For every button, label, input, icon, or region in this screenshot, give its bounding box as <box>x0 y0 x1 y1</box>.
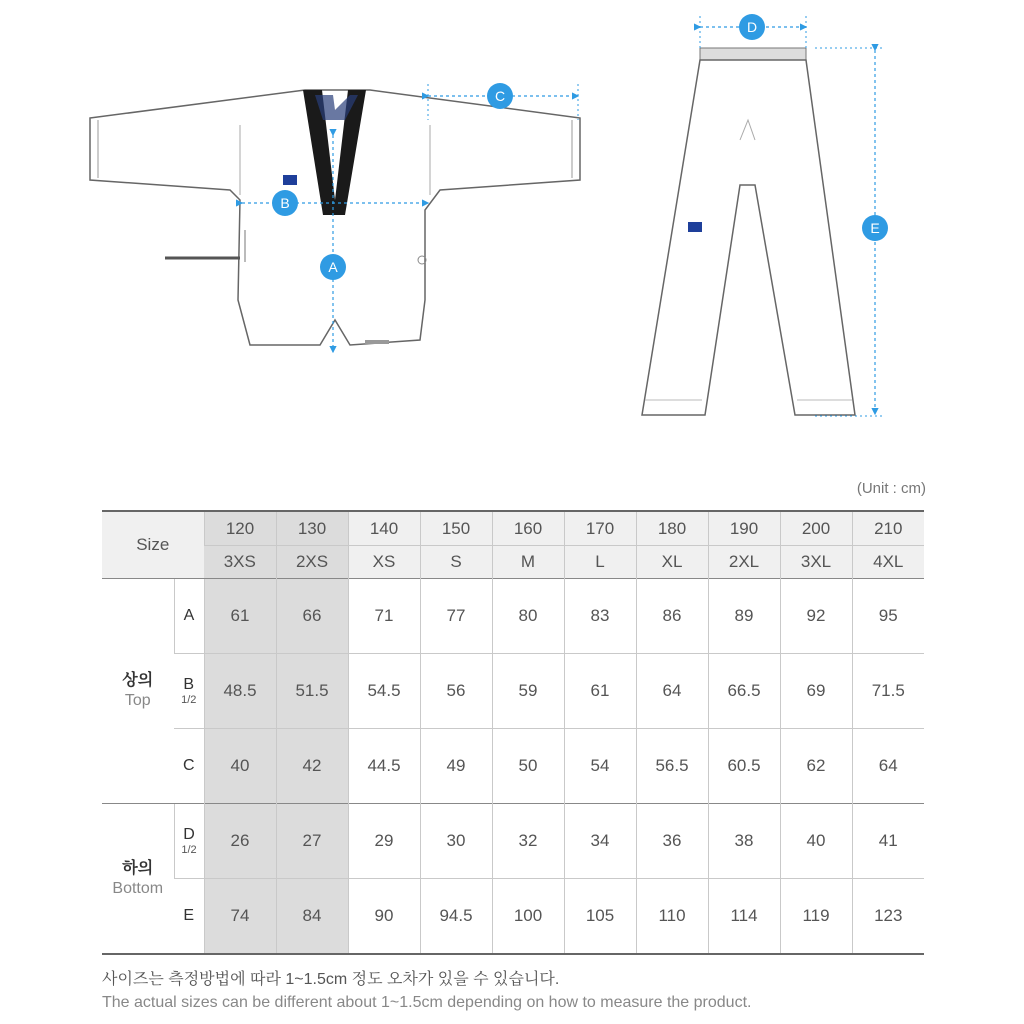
measure-value: 40 <box>780 804 852 879</box>
size-code: M <box>492 546 564 579</box>
table-row <box>102 879 924 955</box>
measure-value: 77 <box>420 579 492 654</box>
size-number: 120 <box>204 511 276 546</box>
note-korean: 사이즈는 측정방법에 따라 1~1.5cm 정도 오차가 있을 수 있습니다. <box>102 971 560 988</box>
measure-value: 119 <box>780 879 852 955</box>
size-code: 2XS <box>276 546 348 579</box>
measure-letter-text: A <box>183 607 195 624</box>
measure-letter <box>174 879 204 955</box>
measure-value: 30 <box>420 804 492 879</box>
measure-value: 56 <box>420 654 492 729</box>
measure-letter-text: D <box>183 826 195 843</box>
measure-value: 64 <box>852 729 924 804</box>
measure-value: 42 <box>276 729 348 804</box>
size-number: 140 <box>348 511 420 546</box>
measure-value: 59 <box>492 654 564 729</box>
measure-value: 50 <box>492 729 564 804</box>
measure-value: 69 <box>780 654 852 729</box>
measure-value: 64 <box>636 654 708 729</box>
label-d: D <box>746 19 758 35</box>
measure-value: 90 <box>348 879 420 955</box>
measure-letter <box>174 654 204 729</box>
unit-note: (Unit : cm) <box>856 480 926 497</box>
measure-value: 83 <box>564 579 636 654</box>
measure-value: 44.5 <box>348 729 420 804</box>
jacket-drawing <box>90 90 580 345</box>
size-table <box>102 510 924 955</box>
size-number: 160 <box>492 511 564 546</box>
garment-diagram <box>0 0 1024 450</box>
pants-drawing <box>642 48 855 415</box>
size-code: L <box>564 546 636 579</box>
measure-value: 114 <box>708 879 780 955</box>
measure-letter-text: C <box>182 757 195 774</box>
measure-value: 123 <box>852 879 924 955</box>
bottom-group-label <box>102 804 174 955</box>
measure-value: 49 <box>420 729 492 804</box>
pants-logo-icon <box>688 222 702 232</box>
label-b: B <box>280 195 290 211</box>
size-code: XL <box>636 546 708 579</box>
measure-value: 105 <box>564 879 636 955</box>
size-number: 210 <box>852 511 924 546</box>
measure-half-note: 1/2 <box>181 844 197 856</box>
note-english: The actual sizes can be different about 1~1.5cm depending on how to measure the product. <box>102 994 752 1011</box>
measure-value: 80 <box>492 579 564 654</box>
measure-value: 32 <box>492 804 564 879</box>
measure-value: 54 <box>564 729 636 804</box>
measure-value: 95 <box>852 579 924 654</box>
label-c: C <box>494 88 506 104</box>
size-number: 130 <box>276 511 348 546</box>
measure-value: 26 <box>204 804 276 879</box>
table-row <box>102 804 924 879</box>
measure-value: 56.5 <box>636 729 708 804</box>
size-number: 170 <box>564 511 636 546</box>
size-header-label: Size <box>102 511 204 579</box>
size-number: 200 <box>780 511 852 546</box>
measure-half-note: 1/2 <box>181 694 197 706</box>
measure-value: 100 <box>492 879 564 955</box>
size-code: XS <box>348 546 420 579</box>
bottom-label-korean: 하의 <box>122 859 154 877</box>
size-code: 2XL <box>708 546 780 579</box>
measure-value: 51.5 <box>276 654 348 729</box>
measure-value: 48.5 <box>204 654 276 729</box>
size-number: 180 <box>636 511 708 546</box>
measure-value: 66 <box>276 579 348 654</box>
measure-value: 61 <box>204 579 276 654</box>
measure-value: 41 <box>852 804 924 879</box>
logo-icon <box>283 175 297 185</box>
measure-value: 84 <box>276 879 348 955</box>
measure-value: 89 <box>708 579 780 654</box>
measure-letter <box>174 729 204 804</box>
top-group-label <box>102 579 174 804</box>
measure-value: 27 <box>276 804 348 879</box>
bottom-label-english: Bottom <box>112 879 164 897</box>
measure-letter-text: E <box>183 907 195 924</box>
measure-letter <box>174 804 204 879</box>
measure-value: 34 <box>564 804 636 879</box>
measure-value: 38 <box>708 804 780 879</box>
measure-value: 92 <box>780 579 852 654</box>
measure-value: 36 <box>636 804 708 879</box>
measure-value: 54.5 <box>348 654 420 729</box>
size-code: 4XL <box>852 546 924 579</box>
size-number: 150 <box>420 511 492 546</box>
table-row <box>102 729 924 804</box>
measure-value: 66.5 <box>708 654 780 729</box>
measure-letter-text: B <box>183 676 195 693</box>
measure-value: 40 <box>204 729 276 804</box>
table-row <box>102 579 924 654</box>
measure-value: 62 <box>780 729 852 804</box>
top-label-english: Top <box>124 692 151 709</box>
measure-value: 94.5 <box>420 879 492 955</box>
measure-value: 110 <box>636 879 708 955</box>
measure-value: 86 <box>636 579 708 654</box>
measure-value: 60.5 <box>708 729 780 804</box>
measure-value: 29 <box>348 804 420 879</box>
label-e: E <box>870 220 880 236</box>
table-row <box>102 654 924 729</box>
size-code: 3XL <box>780 546 852 579</box>
top-label-korean: 상의 <box>122 672 154 689</box>
measure-value: 61 <box>564 654 636 729</box>
measure-value: 71 <box>348 579 420 654</box>
label-a: A <box>328 259 338 275</box>
size-code: 3XS <box>204 546 276 579</box>
measure-value: 74 <box>204 879 276 955</box>
size-code: S <box>420 546 492 579</box>
measure-value: 71.5 <box>852 654 924 729</box>
measure-letter <box>174 579 204 654</box>
size-number: 190 <box>708 511 780 546</box>
